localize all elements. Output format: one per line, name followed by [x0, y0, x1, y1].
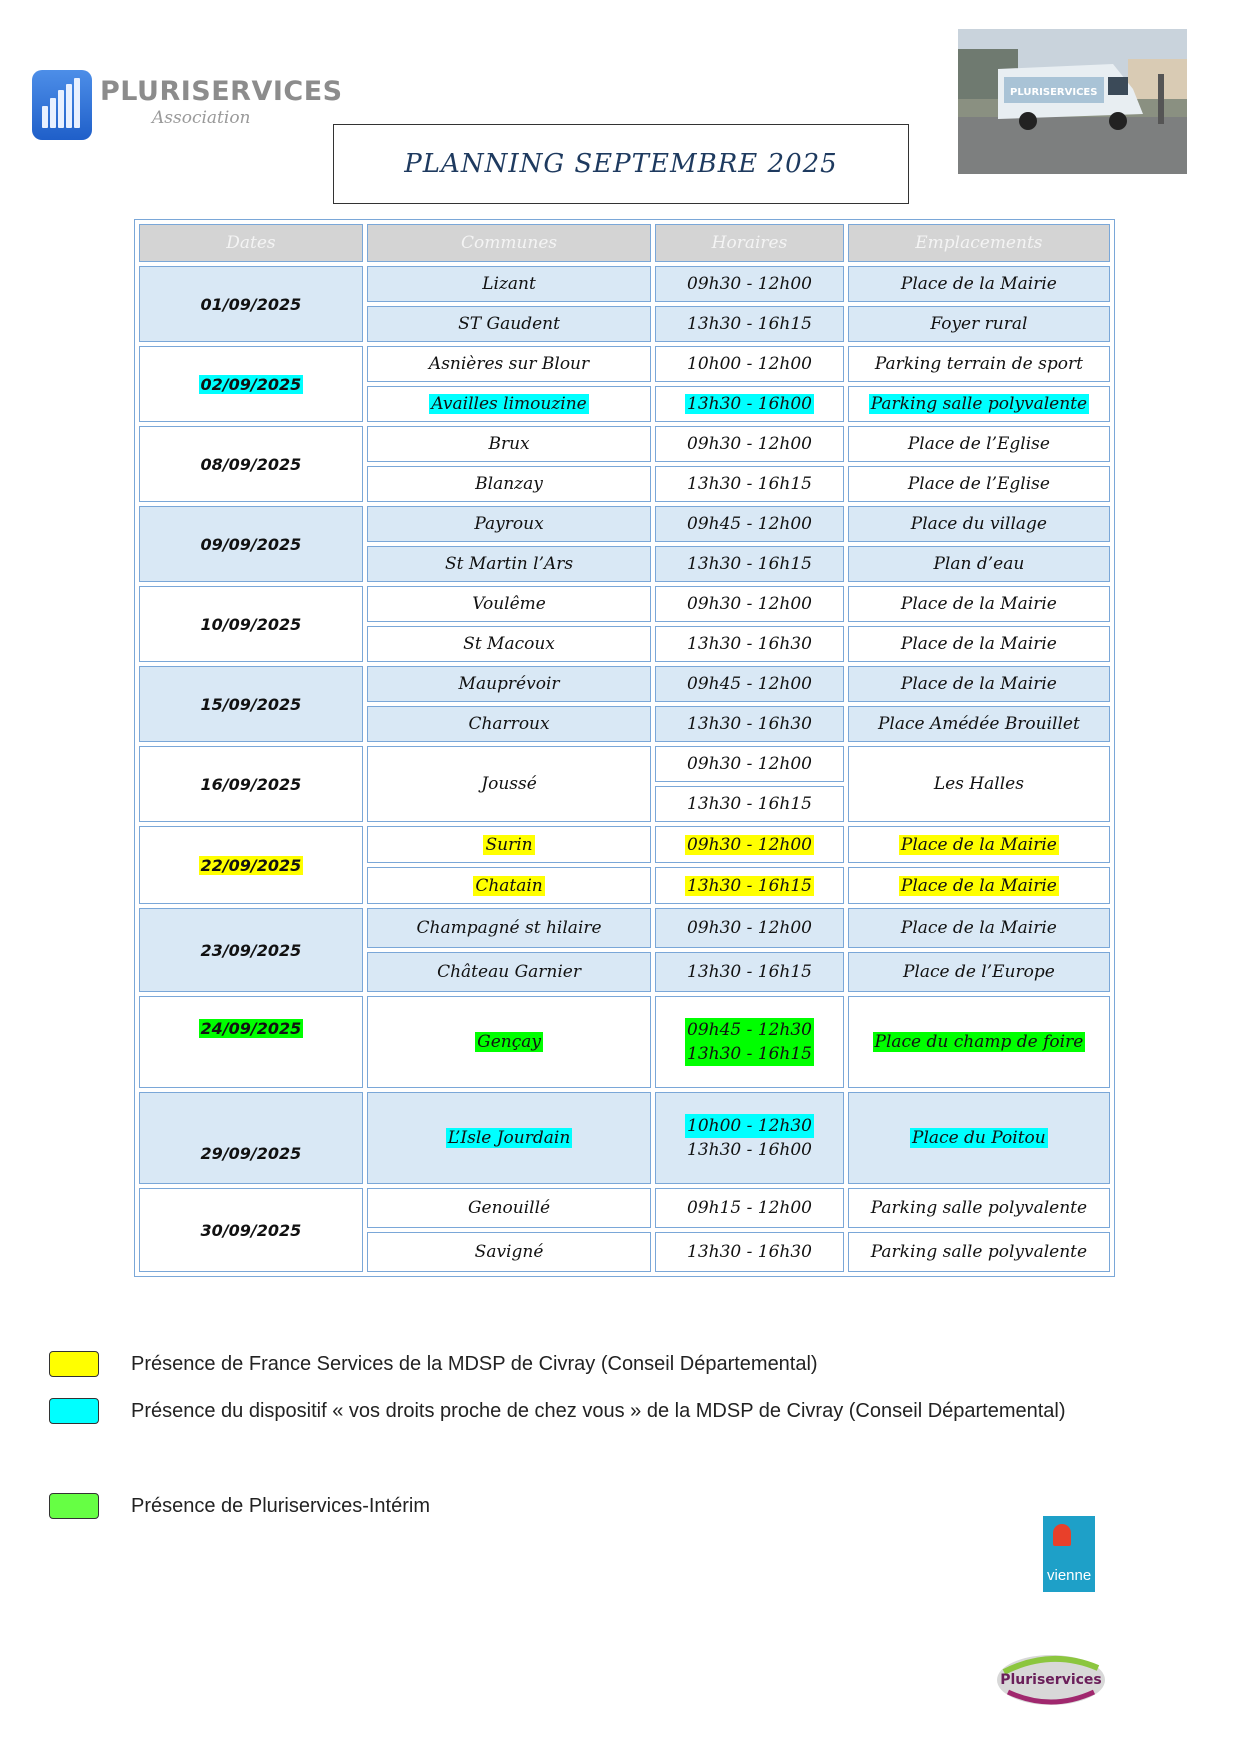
hours-cell: 13h30 - 16h15: [655, 786, 844, 822]
table-row: [139, 826, 1110, 863]
legend-swatch-green: [49, 1493, 99, 1519]
table-row: [139, 1188, 1110, 1228]
hours-cell: 09h30 - 12h00: [655, 746, 844, 782]
commune-highlight: Availles limouzine: [431, 394, 587, 414]
place-cell: Place de l’Europe: [848, 952, 1110, 992]
place-highlight: Place du Poitou: [912, 1128, 1046, 1148]
commune-cell: Champagné st hilaire: [367, 908, 651, 948]
hours-cell: [655, 1092, 844, 1184]
hours-cell: 13h30 - 16h15: [655, 952, 844, 992]
commune-cell: [367, 1092, 651, 1184]
place-cell: [848, 826, 1110, 863]
schedule-table: [134, 219, 1115, 1277]
commune-cell: St Martin l’Ars: [367, 546, 651, 582]
legend-swatch-cyan: [49, 1398, 99, 1424]
table-row: [139, 586, 1110, 622]
commune-cell: ST Gaudent: [367, 306, 651, 342]
date-cell: 09/09/2025: [139, 506, 363, 582]
logo-mark-icon: [32, 70, 92, 140]
date-cell: [139, 346, 363, 422]
commune-cell: [367, 826, 651, 863]
page-title: PLANNING SEPTEMBRE 2025: [404, 149, 838, 179]
commune-cell: Savigné: [367, 1232, 651, 1272]
place-cell: Place de l’Eglise: [848, 466, 1110, 502]
place-cell: Parking terrain de sport: [848, 346, 1110, 382]
hours-cell: 13h30 - 16h15: [655, 466, 844, 502]
place-cell: Place de la Mairie: [848, 626, 1110, 662]
hours-cell: 13h30 - 16h15: [655, 546, 844, 582]
place-cell: Parking salle polyvalente: [848, 1232, 1110, 1272]
place-cell: Foyer rural: [848, 306, 1110, 342]
place-cell: [848, 867, 1110, 904]
col-header-dates: Dates: [139, 224, 363, 262]
heart-icon: [1053, 1524, 1071, 1546]
hours-cell: 09h30 - 12h00: [655, 426, 844, 462]
place-cell: Place de la Mairie: [848, 586, 1110, 622]
date-cell: [139, 826, 363, 904]
place-highlight: Place de la Mairie: [900, 875, 1057, 896]
date-cell: 30/09/2025: [139, 1188, 363, 1272]
date-cell: 15/09/2025: [139, 666, 363, 742]
van-photo: [958, 29, 1187, 174]
place-cell: Place de la Mairie: [848, 908, 1110, 948]
legend-text: Présence de Pluriservices-Intérim: [131, 1494, 430, 1517]
date-cell: 01/09/2025: [139, 266, 363, 342]
table-row: [139, 996, 1110, 1088]
date-cell: 10/09/2025: [139, 586, 363, 662]
place-cell: Place de l’Eglise: [848, 426, 1110, 462]
col-header-places: Emplacements: [848, 224, 1110, 262]
hours-cell: 13h30 - 16h30: [655, 626, 844, 662]
hours-cell: 09h30 - 12h00: [655, 586, 844, 622]
commune-cell: Blanzay: [367, 466, 651, 502]
commune-cell: Lizant: [367, 266, 651, 302]
hours-cell: [655, 826, 844, 863]
commune-cell: Voulême: [367, 586, 651, 622]
hours-highlight: 13h30 - 16h15: [687, 1044, 812, 1064]
logo-brand-sub: Association: [152, 108, 251, 128]
table-row: [139, 346, 1110, 382]
legend-text: Présence du dispositif « vos droits proche de chez vous » de la MDSP de Civray (Conseil Départemental): [131, 1399, 1066, 1422]
date-cell: 29/09/2025: [139, 1092, 363, 1184]
date-highlight: 24/09/2025: [200, 1019, 302, 1038]
legend-item-france-services: [49, 1351, 818, 1377]
legend-text: Présence de France Services de la MDSP de Civray (Conseil Départemental): [131, 1352, 818, 1375]
place-cell: Parking salle polyvalente: [848, 1188, 1110, 1228]
legend-item-pluriservices-interim: [49, 1493, 430, 1519]
commune-cell: Château Garnier: [367, 952, 651, 992]
hours-highlight: 13h30 - 16h15: [687, 875, 812, 896]
hours-cell: 10h00 - 12h00: [655, 346, 844, 382]
commune-highlight: Chatain: [475, 875, 543, 896]
commune-cell: Joussé: [367, 746, 651, 822]
place-cell: Place Amédée Brouillet: [848, 706, 1110, 742]
date-cell: 23/09/2025: [139, 908, 363, 992]
hours-cell: [655, 996, 844, 1088]
commune-highlight: Gençay: [477, 1032, 541, 1052]
table-row: [139, 506, 1110, 542]
hours-cell: 09h45 - 12h00: [655, 506, 844, 542]
hours-cell: [655, 386, 844, 422]
col-header-hours: Horaires: [655, 224, 844, 262]
hours-highlight: 10h00 - 12h30: [687, 1116, 812, 1136]
pluriservices-logo: [32, 70, 343, 142]
date-highlight: 02/09/2025: [200, 374, 302, 394]
place-cell: Place du village: [848, 506, 1110, 542]
table-row: [139, 266, 1110, 302]
interim-logo-text: Pluriservices: [1000, 1672, 1102, 1688]
commune-cell: Payroux: [367, 506, 651, 542]
place-cell: [848, 996, 1110, 1088]
commune-highlight: L’Isle Jourdain: [447, 1128, 571, 1148]
place-cell: Plan d’eau: [848, 546, 1110, 582]
hours-cell: [655, 867, 844, 904]
place-cell: Place de la Mairie: [848, 666, 1110, 702]
table-row: [139, 426, 1110, 462]
commune-cell: [367, 996, 651, 1088]
date-highlight: 22/09/2025: [200, 855, 302, 875]
vienne-logo: [1043, 1516, 1095, 1592]
commune-cell: St Macoux: [367, 626, 651, 662]
table-row: [139, 1092, 1110, 1184]
commune-cell: Genouillé: [367, 1188, 651, 1228]
commune-highlight: Surin: [485, 834, 533, 855]
date-cell: [139, 996, 363, 1088]
hours-highlight: 09h45 - 12h30: [687, 1020, 812, 1040]
table-row: [139, 746, 1110, 782]
hours-cell: 13h30 - 16h30: [655, 706, 844, 742]
hours-cell: 09h45 - 12h00: [655, 666, 844, 702]
commune-cell: [367, 867, 651, 904]
table-row: [139, 908, 1110, 948]
place-cell: [848, 1092, 1110, 1184]
hours-highlight: 09h30 - 12h00: [687, 834, 812, 855]
commune-cell: Charroux: [367, 706, 651, 742]
vienne-logo-text: vienne: [1047, 1567, 1092, 1584]
hours-cell: 13h30 - 16h30: [655, 1232, 844, 1272]
place-highlight: Parking salle polyvalente: [870, 394, 1088, 414]
place-cell: Les Halles: [848, 746, 1110, 822]
place-highlight: Place du champ de foire: [874, 1032, 1084, 1052]
commune-cell: Mauprévoir: [367, 666, 651, 702]
hours-highlight: 13h30 - 16h00: [687, 394, 812, 414]
hours-cell: 09h30 - 12h00: [655, 266, 844, 302]
date-cell: 08/09/2025: [139, 426, 363, 502]
place-cell: [848, 386, 1110, 422]
place-highlight: Place de la Mairie: [900, 834, 1057, 855]
commune-cell: [367, 386, 651, 422]
pluriservices-interim-logo: [994, 1650, 1108, 1708]
place-cell: Place de la Mairie: [848, 266, 1110, 302]
hours-cell: 09h30 - 12h00: [655, 908, 844, 948]
commune-cell: Brux: [367, 426, 651, 462]
legend-swatch-yellow: [49, 1351, 99, 1377]
hours-text: 13h30 - 16h00: [687, 1140, 812, 1160]
van-label: PLURISERVICES: [1010, 87, 1098, 98]
commune-cell: Asnières sur Blour: [367, 346, 651, 382]
table-row: [139, 666, 1110, 702]
legend-item-vos-droits: [49, 1398, 1066, 1424]
logo-brand-name: PLURISERVICES: [100, 76, 343, 107]
hours-cell: 13h30 - 16h15: [655, 306, 844, 342]
hours-cell: 09h15 - 12h00: [655, 1188, 844, 1228]
col-header-communes: Communes: [367, 224, 651, 262]
table-header-row: [139, 224, 1110, 262]
title-box: [333, 124, 909, 204]
date-cell: 16/09/2025: [139, 746, 363, 822]
